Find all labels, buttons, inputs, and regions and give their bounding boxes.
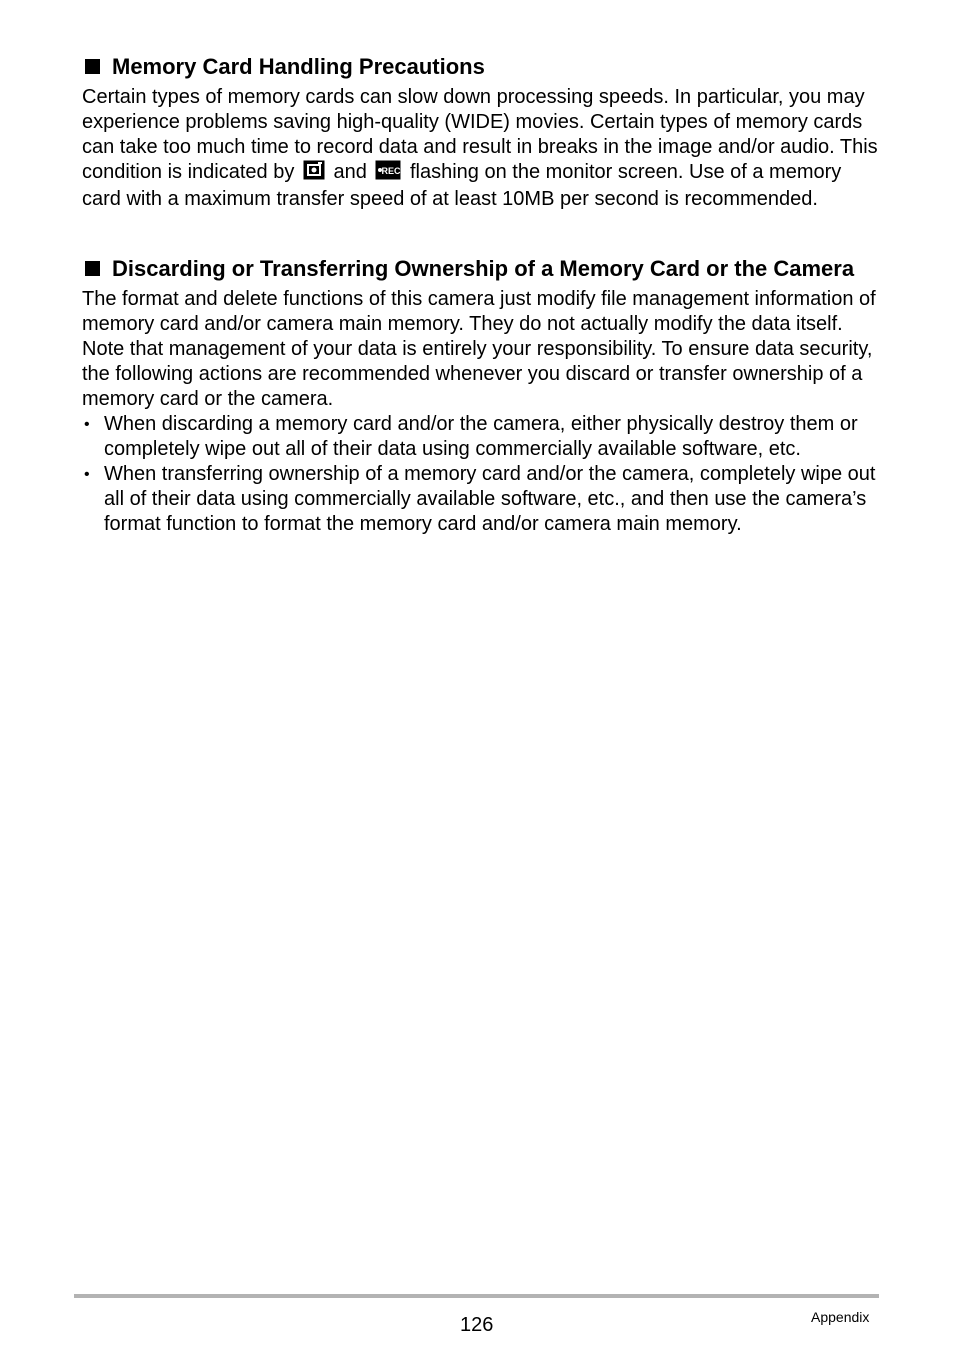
bullet-list	[82, 412, 882, 537]
footer-divider	[74, 1294, 879, 1298]
body-paragraph	[82, 85, 882, 212]
heading-text: Discarding or Transferring Ownership of a Memory Card or the Camera	[112, 256, 855, 281]
section-heading	[82, 53, 882, 81]
svg-text:REC: REC	[381, 166, 401, 176]
para-text-after: flashing on the monitor screen. Use of a memory card with a maximum transfer speed of at least 10MB per second is recommended.	[82, 161, 842, 210]
section-memory-card-precautions	[82, 53, 882, 212]
section-heading	[82, 255, 882, 283]
rec-indicator-icon	[375, 160, 401, 187]
section-discarding-transferring	[82, 255, 882, 537]
para-text-before: Certain types of memory cards can slow down processing speeds. In particular, you may experience problems saving high-quality (WIDE) movies. Certain types of memory cards can take too much time to record data and result in breaks in the image and/or audio. This condition is indicated by	[82, 86, 878, 183]
footer-section-label: Appendix	[811, 1309, 870, 1325]
list-item	[82, 412, 882, 462]
black-square-icon	[85, 261, 100, 276]
list-item-text: When transferring ownership of a memory card and/or the camera, completely wipe out all of their data using commercially available software, etc., and then use the camera’s format function to format the memory card and/or camera main memory.	[104, 463, 876, 535]
para-text-and: and	[327, 161, 373, 183]
heading-text: Memory Card Handling Precautions	[112, 54, 485, 79]
bullet-dot-icon: •	[84, 466, 90, 483]
body-paragraph: The format and delete functions of this camera just modify file management information of memory card and/or camera main memory. They do not actually modify the data itself. Note that management of your data is entirely your responsibility. To ensure data security, the following actions are recommended whenever you discard or transfer ownership of a memory card or the camera.	[82, 288, 876, 410]
black-square-icon	[85, 59, 100, 74]
list-item	[82, 462, 882, 537]
page-number: 126	[460, 1314, 494, 1336]
bullet-dot-icon: •	[84, 416, 90, 433]
list-item-text: When discarding a memory card and/or the camera, either physically destroy them or completely wipe out all of their data using commercially available software, etc.	[104, 413, 858, 460]
memory-card-write-icon	[303, 160, 325, 187]
